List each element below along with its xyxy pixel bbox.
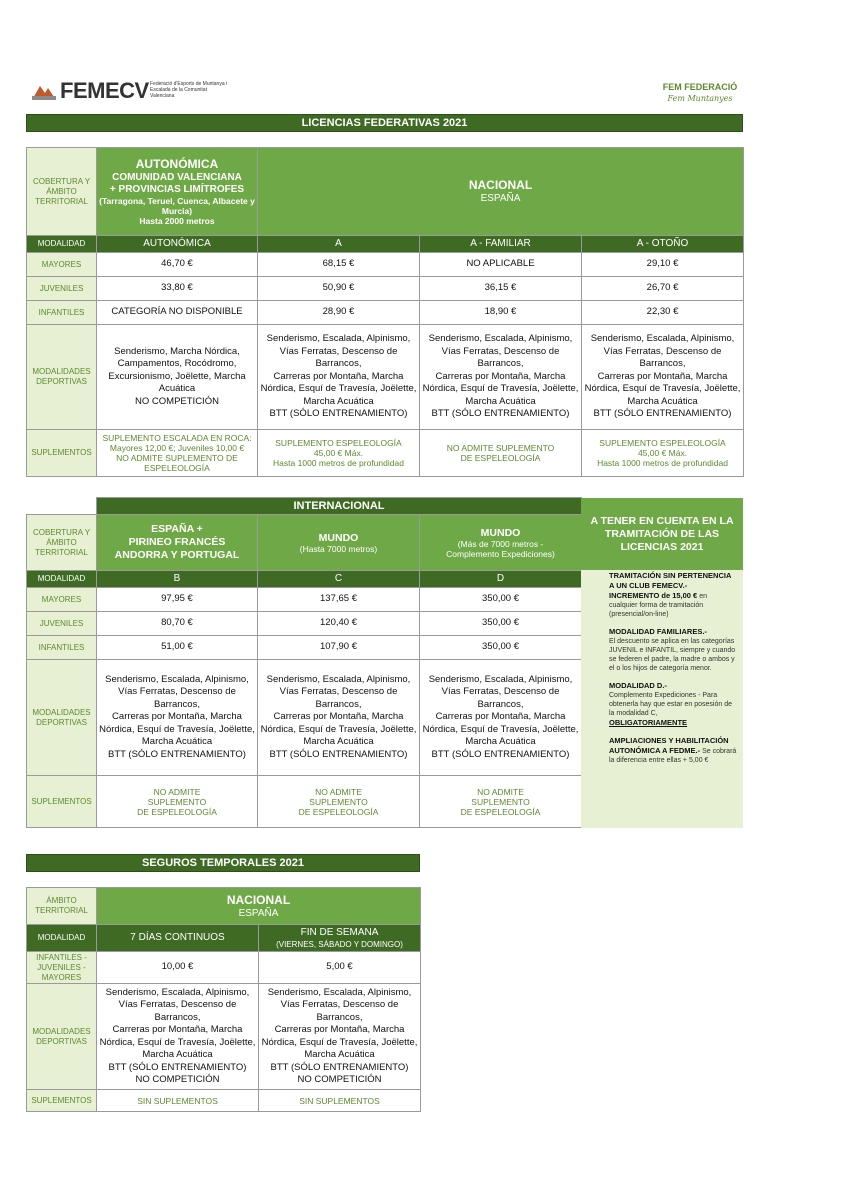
suplemento-cell: SUPLEMENTO ESCALADA EN ROCA: Mayores 12,00 €; Juveniles 10,00 € NO ADMITE SUPLEMENTO DE ESPELEOLOGÍA — [97, 430, 258, 477]
fem-federacio-subtitle: Fem Muntanyes — [667, 94, 733, 103]
table-row — [27, 588, 582, 612]
row-label: INFANTILES — [27, 636, 97, 660]
c-header — [258, 515, 420, 571]
price-cell: 107,90 € — [258, 636, 420, 660]
notes-panel — [581, 570, 743, 828]
col-header: A - FAMILIAR — [420, 236, 582, 253]
col-header: AUTONÓMICA — [97, 236, 258, 253]
autonomica-title: AUTONÓMICA — [135, 157, 219, 171]
section-title-licencias: LICENCIAS FEDERATIVAS 2021 — [26, 114, 743, 132]
modalidades-cell: Senderismo, Escalada, Alpinismo, Vías Ferratas, Descenso de Barrancos, Carreras por Montaña, Marcha Nórdica, Esquí de Travesía, Joëlette, Marcha Acuática BTT (SÓLO ENTRENAMIENTO) NO COMPETICIÓN — [97, 984, 259, 1090]
modalidad-label: MODALIDAD — [27, 236, 97, 253]
suplemento-cell: SUPLEMENTO ESPELEOLOGÍA 45,00 € Máx. Hasta 1000 metros de profundidad — [582, 430, 744, 477]
note-familiares-head: MODALIDAD FAMILIARES.- — [609, 627, 707, 636]
autonomica-line2: + PROVINCIAS LIMÍTROFES — [109, 184, 245, 195]
note-tramitacion-body: en cualquier forma de tramitación (presencial/on-line) — [609, 593, 707, 618]
modalidades-cell: Senderismo, Escalada, Alpinismo, Vías Ferratas, Descenso de Barrancos, Carreras por Montaña, Marcha Nórdica, Esquí de Travesía, Joëlette, Marcha Acuática BTT (SÓLO ENTRENAMIENTO) — [258, 660, 420, 776]
col-header: A — [258, 236, 420, 253]
modalidades-cell: Senderismo, Escalada, Alpinismo, Vías Ferratas, Descenso de Barrancos, Carreras por Montaña, Marcha Nórdica, Esquí de Travesía, Joëlette, Marcha Acuática BTT (SÓLO ENTRENAMIENTO) — [97, 660, 258, 776]
modalidades-cell: Senderismo, Escalada, Alpinismo, Vías Ferratas, Descenso de Barrancos, Carreras por Montaña, Marcha Nórdica, Esquí de Travesía, Joëlette, Marcha Acuática BTT (SÓLO ENTRENAMIENTO) — [258, 325, 420, 430]
suplementos-label: SUPLEMENTOS — [27, 776, 97, 828]
modalidad-label: MODALIDAD — [27, 925, 97, 952]
logo-name: FEMECV — [60, 78, 149, 103]
price-cell: 5,00 € — [259, 952, 421, 984]
logo-subtitle: Federació d'Esports de Muntanya i Escalada de la Comunitat Valenciana — [150, 81, 228, 99]
price-cell: 46,70 € — [97, 253, 258, 277]
d-header-sub: (Más de 7000 metros - Complemento Expediciones) — [446, 538, 555, 559]
modalidades-label: MODALIDADES DEPORTIVAS — [27, 984, 97, 1090]
seguros-nacional-header — [97, 888, 421, 925]
row-label: JUVENILES — [27, 277, 97, 301]
price-cell: 97,95 € — [97, 588, 258, 612]
modalidad-label: MODALIDAD — [27, 571, 97, 588]
nacional-sub: ESPAÑA — [480, 193, 521, 204]
c-header-sub: (Hasta 7000 metros) — [299, 543, 378, 554]
modalidades-cell: Senderismo, Escalada, Alpinismo, Vías Ferratas, Descenso de Barrancos, Carreras por Montaña, Marcha Nórdica, Esquí de Travesía, Joëlette, Marcha Acuática BTT (SÓLO ENTRENAMIENTO) — [420, 325, 582, 430]
suplementos-label: SUPLEMENTOS — [27, 430, 97, 477]
note-modalidad-d-head: MODALIDAD D.- — [609, 681, 667, 690]
section-title-seguros: SEGUROS TEMPORALES 2021 — [26, 854, 420, 872]
licencias-table — [26, 147, 744, 477]
price-cell: 137,65 € — [258, 588, 420, 612]
row-label: MAYORES — [27, 588, 97, 612]
suplemento-cell: NO ADMITE SUPLEMENTO DE ESPELEOLOGÍA — [97, 776, 258, 828]
internacional-table — [26, 497, 582, 828]
d-header-title: MUNDO — [480, 526, 521, 539]
col-header — [259, 925, 421, 952]
nacional-header — [258, 148, 744, 236]
col-header-title: FIN DE SEMANA — [300, 927, 379, 939]
seguros-nacional-title: NACIONAL — [226, 892, 291, 907]
c-header-title: MUNDO — [318, 531, 359, 544]
price-cell: 18,90 € — [420, 301, 582, 325]
autonomica-header — [97, 148, 258, 236]
note-ampliaciones-body: Se cobrará la diferencia entre ellas + 5,00 € — [609, 748, 737, 764]
col-header: 7 DÍAS CONTINUOS — [97, 925, 259, 952]
suplemento-cell: NO ADMITE SUPLEMENTO DE ESPELEOLOGÍA — [420, 776, 582, 828]
modalidades-label: MODALIDADES DEPORTIVAS — [27, 325, 97, 430]
suplemento-cell: SIN SUPLEMENTOS — [97, 1090, 259, 1112]
table-row — [27, 253, 744, 277]
notes-title: A TENER EN CUENTA EN LA TRAMITACIÓN DE LAS LICENCIAS 2021 — [581, 498, 743, 570]
b-header — [97, 515, 258, 571]
price-cell: 350,00 € — [420, 612, 582, 636]
col-header-sub: (VIERNES, SÁBADO Y DOMINGO) — [276, 939, 403, 949]
seguros-nacional-sub: ESPAÑA — [238, 907, 279, 919]
nacional-title: NACIONAL — [468, 178, 533, 192]
d-header — [420, 515, 582, 571]
ambito-label: ÁMBITO TERRITORIAL — [27, 888, 97, 925]
price-cell: 33,80 € — [97, 277, 258, 301]
price-cell: NO APLICABLE — [420, 253, 582, 277]
price-cell: 80,70 € — [97, 612, 258, 636]
suplemento-cell: NO ADMITE SUPLEMENTO DE ESPELEOLOGÍA — [420, 430, 582, 477]
cobertura-label: COBERTURA Y ÁMBITO TERRITORIAL — [27, 148, 97, 236]
price-cell: 50,90 € — [258, 277, 420, 301]
price-cell: 29,10 € — [582, 253, 744, 277]
price-cell: 28,90 € — [258, 301, 420, 325]
table-row — [27, 636, 582, 660]
b-header-text: ESPAÑA + PIRINEO FRANCÉS ANDORRA Y PORTUGAL — [114, 523, 240, 561]
price-cell: 22,30 € — [582, 301, 744, 325]
suplementos-label: SUPLEMENTOS — [27, 1090, 97, 1112]
price-cell: CATEGORÍA NO DISPONIBLE — [97, 301, 258, 325]
price-cell: 120,40 € — [258, 612, 420, 636]
note-modalidad-d-body: Complemento Expediciones - Para obtenerla hay que estar en posesión de la modalidad C, — [609, 692, 732, 717]
autonomica-line1: COMUNIDAD VALENCIANA — [112, 172, 242, 183]
modalidades-cell: Senderismo, Marcha Nórdica, Campamentos, Rocódromo, Excursionismo, Joëlette, Marcha Acuática NO COMPETICIÓN — [97, 325, 258, 430]
price-cell: 68,15 € — [258, 253, 420, 277]
suplemento-cell: NO ADMITE SUPLEMENTO DE ESPELEOLOGÍA — [258, 776, 420, 828]
suplemento-cell: SUPLEMENTO ESPELEOLOGÍA 45,00 € Máx. Hasta 1000 metros de profundidad — [258, 430, 420, 477]
internacional-title: INTERNACIONAL — [97, 498, 582, 515]
row-label: MAYORES — [27, 253, 97, 277]
modalidades-label: MODALIDADES DEPORTIVAS — [27, 660, 97, 776]
table-row — [27, 952, 421, 984]
row-label: JUVENILES — [27, 612, 97, 636]
col-header: D — [420, 571, 582, 588]
note-ampliaciones-head: AMPLIACIONES Y HABILITACIÓN AUTONÓMICA A FEDME.- — [609, 736, 729, 755]
modalidades-cell: Senderismo, Escalada, Alpinismo, Vías Ferratas, Descenso de Barrancos, Carreras por Montaña, Marcha Nórdica, Esquí de Travesía, Joëlette, Marcha Acuática BTT (SÓLO ENTRENAMIENTO) NO COMPETICIÓN — [259, 984, 421, 1090]
row-label: INFANTILES - JUVENILES - MAYORES — [27, 952, 97, 984]
price-cell: 36,15 € — [420, 277, 582, 301]
table-row — [27, 612, 582, 636]
suplemento-cell: SIN SUPLEMENTOS — [259, 1090, 421, 1112]
col-header: C — [258, 571, 420, 588]
seguros-table — [26, 887, 421, 1112]
price-cell: 51,00 € — [97, 636, 258, 660]
femecv-mountain-logo-icon — [32, 82, 56, 100]
col-header: A - OTOÑO — [582, 236, 744, 253]
price-cell: 350,00 € — [420, 636, 582, 660]
col-header: B — [97, 571, 258, 588]
note-modalidad-d-underline: OBLIGATORIAMENTE — [609, 718, 688, 727]
price-cell: 350,00 € — [420, 588, 582, 612]
note-tramitacion-head: TRAMITACIÓN SIN PERTENENCIA A UN CLUB FEMECV.- INCREMENTO de 15,00 € — [609, 571, 732, 600]
table-row — [27, 301, 744, 325]
fem-federacio-title: FEM FEDERACIÓ — [662, 82, 738, 92]
table-row — [27, 277, 744, 301]
note-familiares-body: El descuento se aplica en las categorías JUVENIL e INFANTIL, siempre y cuando se federen el padre, la madre o ambos y el o los hijos de categoría menor. — [609, 638, 736, 672]
cobertura-label: COBERTURA Y ÁMBITO TERRITORIAL — [27, 515, 97, 571]
price-cell: 10,00 € — [97, 952, 259, 984]
autonomica-line4: Hasta 2000 metros — [139, 216, 215, 226]
modalidades-cell: Senderismo, Escalada, Alpinismo, Vías Ferratas, Descenso de Barrancos, Carreras por Montaña, Marcha Nórdica, Esquí de Travesía, Joëlette, Marcha Acuática BTT (SÓLO ENTRENAMIENTO) — [582, 325, 744, 430]
modalidades-cell: Senderismo, Escalada, Alpinismo, Vías Ferratas, Descenso de Barrancos, Carreras por Montaña, Marcha Nórdica, Esquí de Travesía, Joëlette, Marcha Acuática BTT (SÓLO ENTRENAMIENTO) — [420, 660, 582, 776]
row-label: INFANTILES — [27, 301, 97, 325]
price-cell: 26,70 € — [582, 277, 744, 301]
autonomica-line3: (Tarragona, Teruel, Cuenca, Albacete y Murcia) — [99, 196, 255, 216]
